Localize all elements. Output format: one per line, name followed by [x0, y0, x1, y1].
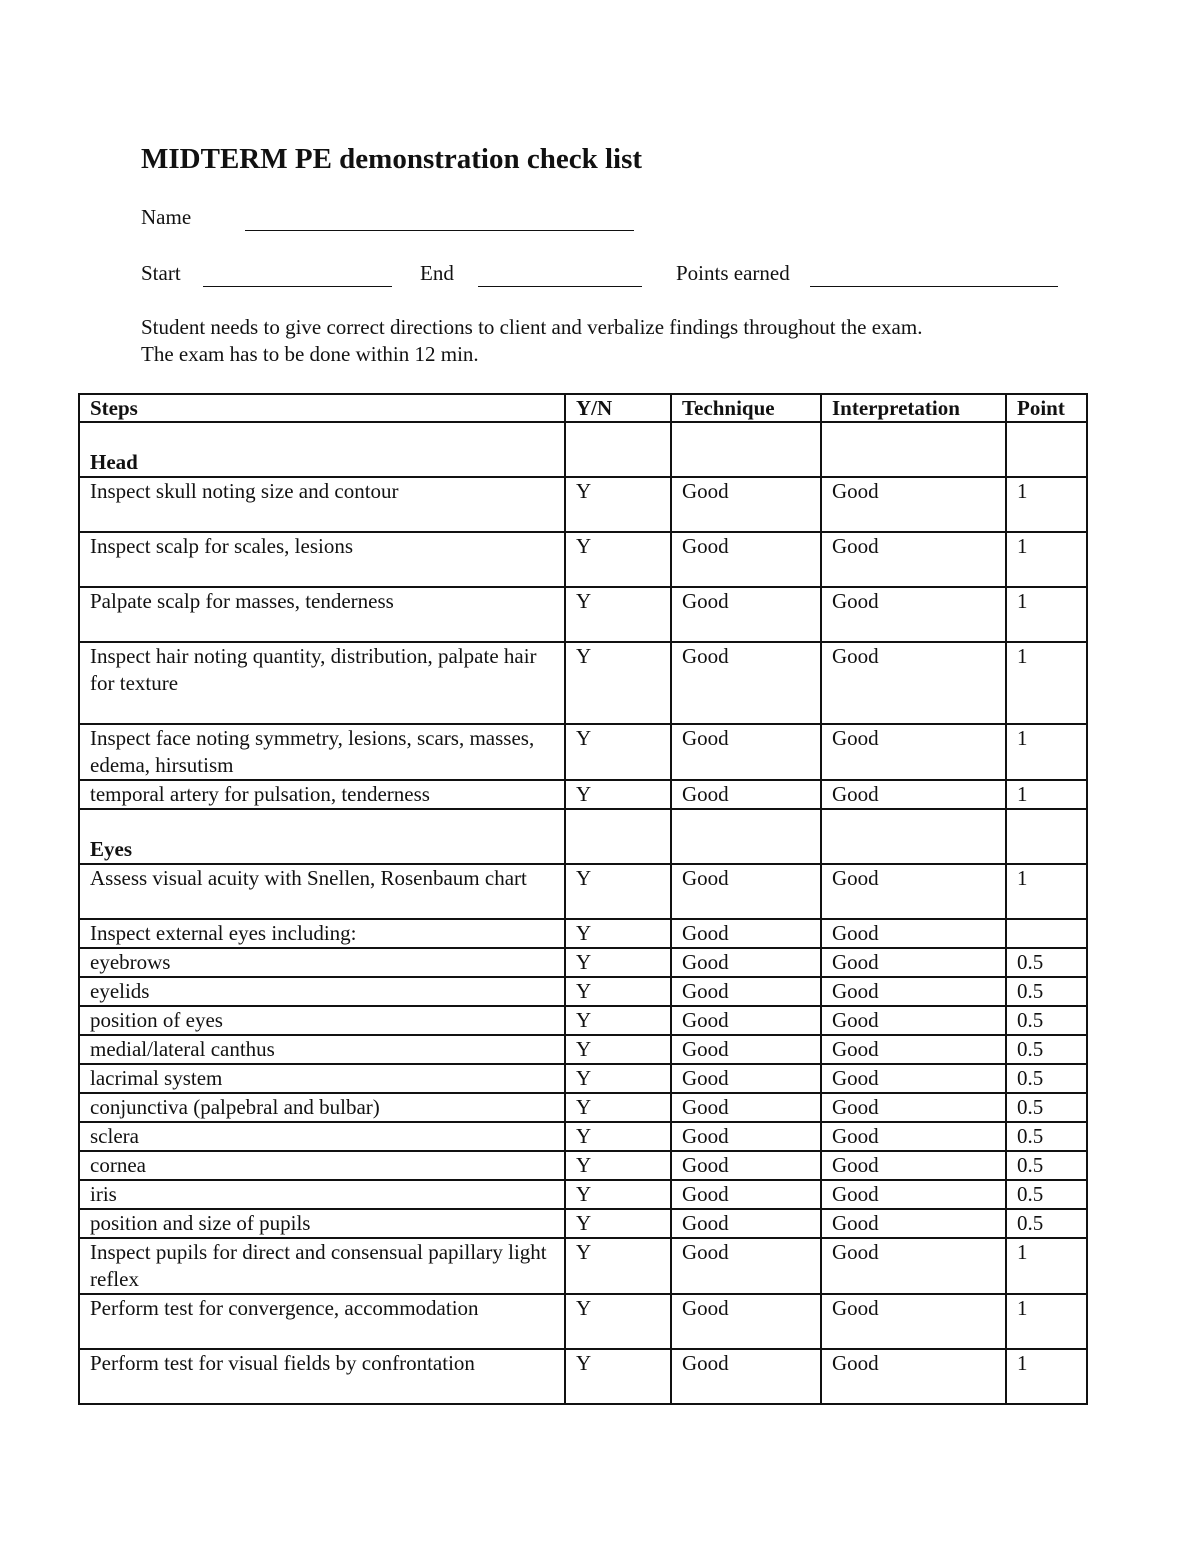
table-row: [79, 1122, 1087, 1151]
interpretation-cell: Good: [821, 780, 1006, 809]
table-row: [79, 724, 1087, 780]
end-field[interactable]: [478, 286, 642, 287]
header-yn: Y/N: [565, 394, 671, 422]
yn-cell: Y: [565, 724, 671, 780]
table-header-row: [79, 394, 1087, 422]
interpretation-cell: Good: [821, 587, 1006, 642]
point-cell: 1: [1006, 1294, 1087, 1349]
interpretation-cell: Good: [821, 1294, 1006, 1349]
step-cell: position and size of pupils: [79, 1209, 565, 1238]
yn-cell: Y: [565, 1294, 671, 1349]
step-cell: iris: [79, 1180, 565, 1209]
interpretation-cell: Good: [821, 977, 1006, 1006]
yn-cell: Y: [565, 1122, 671, 1151]
table-row: [79, 977, 1087, 1006]
section-head-label: Head: [79, 422, 565, 477]
point-cell: 0.5: [1006, 1151, 1087, 1180]
section-row-head: [79, 422, 1087, 477]
step-cell: Perform test for convergence, accommodation: [79, 1294, 565, 1349]
technique-cell: Good: [671, 1093, 821, 1122]
point-cell: 1: [1006, 724, 1087, 780]
table-row: [79, 1238, 1087, 1294]
instructions-line-2: The exam has to be done within 12 min.: [141, 342, 479, 366]
step-cell: Assess visual acuity with Snellen, Rosenbaum chart: [79, 864, 565, 919]
interpretation-cell: Good: [821, 642, 1006, 724]
yn-cell: Y: [565, 1209, 671, 1238]
table-row: [79, 477, 1087, 532]
yn-cell: Y: [565, 642, 671, 724]
step-cell: Inspect pupils for direct and consensual papillary light reflex: [79, 1238, 565, 1294]
technique-cell: Good: [671, 1064, 821, 1093]
technique-cell: Good: [671, 1349, 821, 1404]
interpretation-cell: Good: [821, 1238, 1006, 1294]
end-label: End: [420, 261, 454, 285]
section-eyes-label: Eyes: [79, 809, 565, 864]
points-earned-label: Points earned: [676, 261, 790, 285]
technique-cell: Good: [671, 977, 821, 1006]
technique-cell: Good: [671, 1294, 821, 1349]
step-cell: temporal artery for pulsation, tenderness: [79, 780, 565, 809]
technique-cell: Good: [671, 642, 821, 724]
interpretation-cell: Good: [821, 1122, 1006, 1151]
table-row: [79, 919, 1087, 948]
interpretation-cell: Good: [821, 1064, 1006, 1093]
table-row: [79, 1349, 1087, 1404]
point-cell: 0.5: [1006, 977, 1087, 1006]
instructions: [141, 314, 922, 368]
table-row: [79, 1006, 1087, 1035]
table-row: [79, 780, 1087, 809]
yn-cell: Y: [565, 477, 671, 532]
point-cell: 1: [1006, 532, 1087, 587]
yn-cell: Y: [565, 1035, 671, 1064]
technique-cell: Good: [671, 919, 821, 948]
interpretation-cell: Good: [821, 532, 1006, 587]
header-point: Point: [1006, 394, 1087, 422]
table-row: [79, 1093, 1087, 1122]
step-cell: lacrimal system: [79, 1064, 565, 1093]
instructions-line-1: Student needs to give correct directions to client and verbalize findings throughout the exam.: [141, 315, 923, 339]
point-cell: 0.5: [1006, 1122, 1087, 1151]
table-row: [79, 1151, 1087, 1180]
yn-cell: Y: [565, 1180, 671, 1209]
table-row: [79, 587, 1087, 642]
interpretation-cell: Good: [821, 1093, 1006, 1122]
step-cell: Inspect skull noting size and contour: [79, 477, 565, 532]
point-cell: 0.5: [1006, 1006, 1087, 1035]
point-cell: 0.5: [1006, 1035, 1087, 1064]
table-row: [79, 864, 1087, 919]
yn-cell: Y: [565, 1151, 671, 1180]
step-cell: Inspect hair noting quantity, distribution, palpate hair for texture: [79, 642, 565, 724]
interpretation-cell: Good: [821, 1035, 1006, 1064]
technique-cell: Good: [671, 948, 821, 977]
step-cell: Inspect scalp for scales, lesions: [79, 532, 565, 587]
interpretation-cell: Good: [821, 864, 1006, 919]
interpretation-cell: Good: [821, 724, 1006, 780]
step-cell: sclera: [79, 1122, 565, 1151]
interpretation-cell: Good: [821, 1209, 1006, 1238]
step-cell: Inspect external eyes including:: [79, 919, 565, 948]
point-cell: 1: [1006, 642, 1087, 724]
technique-cell: Good: [671, 724, 821, 780]
technique-cell: Good: [671, 1035, 821, 1064]
start-field[interactable]: [203, 286, 392, 287]
interpretation-cell: Good: [821, 1006, 1006, 1035]
step-cell: Perform test for visual fields by confrontation: [79, 1349, 565, 1404]
interpretation-cell: Good: [821, 919, 1006, 948]
table-row: [79, 1180, 1087, 1209]
interpretation-cell: Good: [821, 948, 1006, 977]
technique-cell: Good: [671, 477, 821, 532]
technique-cell: Good: [671, 1006, 821, 1035]
points-earned-field[interactable]: [810, 286, 1058, 287]
step-cell: eyebrows: [79, 948, 565, 977]
point-cell: 0.5: [1006, 1180, 1087, 1209]
checklist-table: [78, 393, 1088, 1405]
section-row-eyes: [79, 809, 1087, 864]
name-field[interactable]: [245, 230, 634, 231]
technique-cell: Good: [671, 1209, 821, 1238]
technique-cell: Good: [671, 1151, 821, 1180]
yn-cell: Y: [565, 1093, 671, 1122]
step-cell: Inspect face noting symmetry, lesions, scars, masses, edema, hirsutism: [79, 724, 565, 780]
step-cell: position of eyes: [79, 1006, 565, 1035]
technique-cell: Good: [671, 532, 821, 587]
step-cell: Palpate scalp for masses, tenderness: [79, 587, 565, 642]
header-interpretation: Interpretation: [821, 394, 1006, 422]
interpretation-cell: Good: [821, 1151, 1006, 1180]
yn-cell: Y: [565, 1349, 671, 1404]
point-cell: 1: [1006, 477, 1087, 532]
table-row: [79, 1064, 1087, 1093]
point-cell: 0.5: [1006, 1093, 1087, 1122]
point-cell: [1006, 919, 1087, 948]
table-row: [79, 532, 1087, 587]
header-technique: Technique: [671, 394, 821, 422]
technique-cell: Good: [671, 587, 821, 642]
step-cell: conjunctiva (palpebral and bulbar): [79, 1093, 565, 1122]
point-cell: 1: [1006, 587, 1087, 642]
point-cell: 0.5: [1006, 1209, 1087, 1238]
yn-cell: Y: [565, 977, 671, 1006]
point-cell: 1: [1006, 780, 1087, 809]
yn-cell: Y: [565, 864, 671, 919]
technique-cell: Good: [671, 780, 821, 809]
point-cell: 1: [1006, 1349, 1087, 1404]
table-row: [79, 1209, 1087, 1238]
start-label: Start: [141, 261, 181, 285]
point-cell: 0.5: [1006, 948, 1087, 977]
table-row: [79, 642, 1087, 724]
interpretation-cell: Good: [821, 477, 1006, 532]
table-row: [79, 1035, 1087, 1064]
technique-cell: Good: [671, 864, 821, 919]
step-cell: cornea: [79, 1151, 565, 1180]
yn-cell: Y: [565, 948, 671, 977]
step-cell: medial/lateral canthus: [79, 1035, 565, 1064]
yn-cell: Y: [565, 587, 671, 642]
point-cell: 1: [1006, 1238, 1087, 1294]
yn-cell: Y: [565, 532, 671, 587]
name-label: Name: [141, 205, 192, 229]
technique-cell: Good: [671, 1238, 821, 1294]
point-cell: 0.5: [1006, 1064, 1087, 1093]
table-row: [79, 948, 1087, 977]
interpretation-cell: Good: [821, 1349, 1006, 1404]
page-title: MIDTERM PE demonstration check list: [141, 143, 643, 175]
yn-cell: Y: [565, 1064, 671, 1093]
technique-cell: Good: [671, 1122, 821, 1151]
yn-cell: Y: [565, 780, 671, 809]
step-cell: eyelids: [79, 977, 565, 1006]
yn-cell: Y: [565, 1006, 671, 1035]
yn-cell: Y: [565, 1238, 671, 1294]
interpretation-cell: Good: [821, 1180, 1006, 1209]
table-row: [79, 1294, 1087, 1349]
point-cell: 1: [1006, 864, 1087, 919]
header-steps: Steps: [79, 394, 565, 422]
yn-cell: Y: [565, 919, 671, 948]
technique-cell: Good: [671, 1180, 821, 1209]
